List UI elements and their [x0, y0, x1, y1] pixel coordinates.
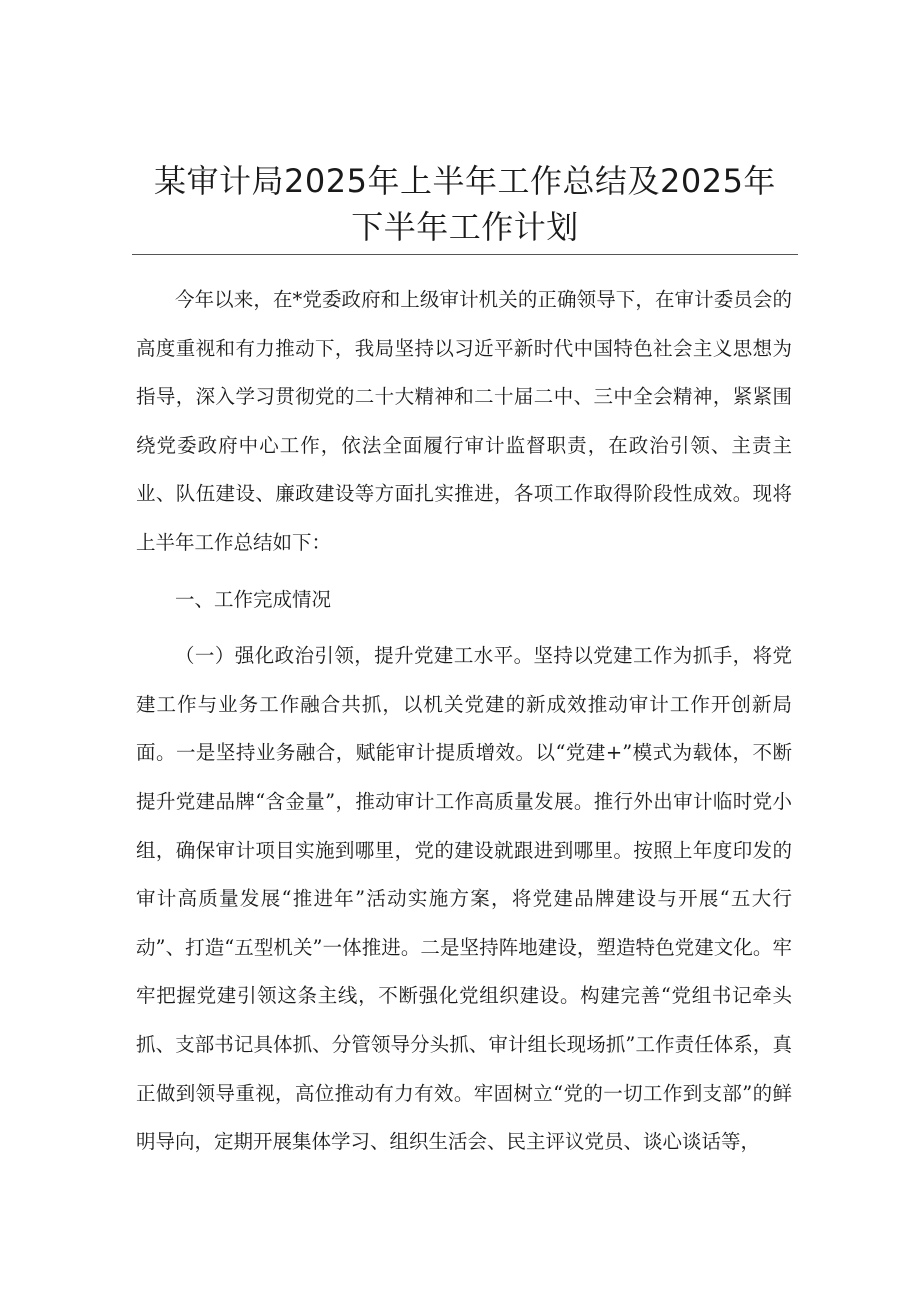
section-paragraph: （一）强化政治引领，提升党建工水平。坚持以党建工作为抓手，将党建工作与业务工作融合共抓，以机关党建的新成效推动审计工作开创新局面。一是坚持业务融合，赋能审计提质增效。以“党建+”模式为载体，不断提升党建品牌“含金量”，推动审计工作高质量发展。推行外出审计临时党小组，确保审计项目实施到哪里，党的建设就跟进到哪里。按照上年度印发的审计高质量发展“推进年”活动实施方案，将党建品牌建设与开展“五大行动”、打造“五型机关”一体推进。二是坚持阵地建设，塑造特色党建文化。牢牢把握党建引领这条主线，不断强化党组织建设。构建完善“党组书记牵头抓、支部书记具体抓、分管领导分头抓、审计组长现场抓”工作责任体系，真正做到领导重视，高位推动有力有效。牢固树立“党的一切工作到支部”的鲜明导向，定期开展集体学习、组织生活会、民主评议党员、谈心谈话等，: [136, 644, 792, 1154]
intro-paragraph: 今年以来，在*党委政府和上级审计机关的正确领导下，在审计委员会的高度重视和有力推动下，我局坚持以习近平新时代中国特色社会主义思想为指导，深入学习贯彻党的二十大精神和二十届二中、三中全会精神，紧紧围绕党委政府中心工作，依法全面履行审计监督职责，在政治引领、主责主业、队伍建设、廉政建设等方面扎实推进，各项工作取得阶段性成效。现将上半年工作总结如下：: [136, 288, 792, 554]
document-body: [136, 276, 792, 1167]
title-divider: [132, 254, 798, 255]
title-line-2: 下半年工作计划: [351, 208, 579, 246]
section-heading: 一、工作完成情况: [175, 587, 332, 611]
title-line-1: 某审计局2025年上半年工作总结及2025年: [154, 162, 776, 200]
document-title: [132, 158, 798, 250]
